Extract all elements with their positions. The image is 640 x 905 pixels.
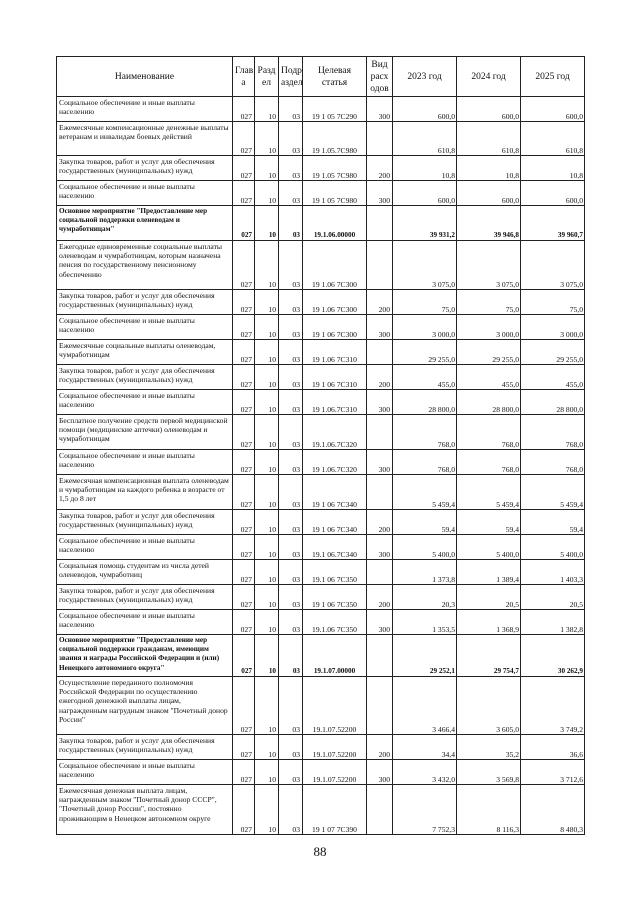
row-target-article: 19.1.07.52200 xyxy=(303,677,367,735)
row-glava: 027 xyxy=(233,535,255,560)
row-glava: 027 xyxy=(233,610,255,635)
header-name: Наименование xyxy=(57,57,233,97)
row-value-2025: 3 749,2 xyxy=(521,677,585,735)
row-value-2023: 5 459,4 xyxy=(393,475,457,510)
row-podrazdel: 03 xyxy=(279,181,303,206)
row-target-article: 19 1.06 7С310 xyxy=(303,340,367,365)
row-target-article: 19 1 05 7С290 xyxy=(303,97,367,122)
row-value-2024: 610,8 xyxy=(457,122,521,156)
row-value-2024: 20,5 xyxy=(457,585,521,610)
header-podrazdel: Подр аздел xyxy=(279,57,303,97)
row-target-article: 19 1 05 7С980 xyxy=(303,181,367,206)
row-name: Социальное обеспечение и иные выплаты населению xyxy=(57,535,233,560)
row-value-2024: 28 800,0 xyxy=(457,390,521,415)
row-value-2025: 1 403,3 xyxy=(521,560,585,585)
table-row xyxy=(57,677,585,735)
header-target-article: Целевая статья xyxy=(303,57,367,97)
row-expense-type xyxy=(367,560,393,585)
table-row xyxy=(57,315,585,340)
row-name: Ежегодные единовременные социальные выплаты оленеводам и чумработницам, которым назначена пенсия по государственному пенсионному обеспечению xyxy=(57,241,233,290)
table-row xyxy=(57,735,585,760)
table-row xyxy=(57,510,585,535)
row-glava: 027 xyxy=(233,290,255,315)
row-podrazdel: 03 xyxy=(279,635,303,677)
row-value-2025: 768,0 xyxy=(521,450,585,475)
page-number: 88 xyxy=(313,844,327,859)
table-row xyxy=(57,610,585,635)
row-expense-type: 200 xyxy=(367,735,393,760)
row-podrazdel: 03 xyxy=(279,340,303,365)
row-razdel: 10 xyxy=(255,415,279,450)
row-glava: 027 xyxy=(233,390,255,415)
row-razdel: 10 xyxy=(255,206,279,241)
row-value-2024: 35,2 xyxy=(457,735,521,760)
row-expense-type: 200 xyxy=(367,365,393,390)
row-razdel: 10 xyxy=(255,315,279,340)
row-value-2023: 39 931,2 xyxy=(393,206,457,241)
row-value-2025: 39 960,7 xyxy=(521,206,585,241)
row-glava: 027 xyxy=(233,560,255,585)
row-glava: 027 xyxy=(233,635,255,677)
table-row xyxy=(57,122,585,156)
row-value-2024: 29 754,7 xyxy=(457,635,521,677)
row-name: Социальное обеспечение и иные выплаты населению xyxy=(57,390,233,415)
row-expense-type: 300 xyxy=(367,97,393,122)
row-glava: 027 xyxy=(233,97,255,122)
row-expense-type: 200 xyxy=(367,585,393,610)
row-glava: 027 xyxy=(233,510,255,535)
row-razdel: 10 xyxy=(255,390,279,415)
row-value-2025: 29 255,0 xyxy=(521,340,585,365)
row-value-2023: 29 252,1 xyxy=(393,635,457,677)
table-row xyxy=(57,97,585,122)
row-glava: 027 xyxy=(233,785,255,835)
row-value-2023: 1 353,5 xyxy=(393,610,457,635)
row-value-2024: 39 946,8 xyxy=(457,206,521,241)
table-row xyxy=(57,785,585,835)
row-target-article: 19 1 06 7С340 xyxy=(303,510,367,535)
row-expense-type: 200 xyxy=(367,156,393,181)
row-expense-type xyxy=(367,340,393,365)
row-podrazdel: 03 xyxy=(279,390,303,415)
row-razdel: 10 xyxy=(255,535,279,560)
table-row xyxy=(57,635,585,677)
row-value-2025: 8 480,3 xyxy=(521,785,585,835)
row-value-2023: 3 432,0 xyxy=(393,760,457,785)
row-name: Закупка товаров, работ и услуг для обеспечения государственных (муниципальных) нужд xyxy=(57,585,233,610)
row-value-2025: 768,0 xyxy=(521,415,585,450)
row-expense-type: 300 xyxy=(367,450,393,475)
row-target-article: 19.1.07.52200 xyxy=(303,735,367,760)
row-value-2025: 30 262,9 xyxy=(521,635,585,677)
row-value-2025: 5 459,4 xyxy=(521,475,585,510)
row-glava: 027 xyxy=(233,122,255,156)
row-expense-type xyxy=(367,415,393,450)
row-value-2025: 455,0 xyxy=(521,365,585,390)
row-target-article: 19 1.06.7С320 xyxy=(303,450,367,475)
row-expense-type xyxy=(367,785,393,835)
row-podrazdel: 03 xyxy=(279,475,303,510)
row-podrazdel: 03 xyxy=(279,241,303,290)
row-glava: 027 xyxy=(233,415,255,450)
budget-table xyxy=(56,56,585,835)
row-name: Закупка товаров, работ и услуг для обеспечения государственных (муниципальных) нужд xyxy=(57,290,233,315)
row-name: Социальное обеспечение и иные выплаты населению xyxy=(57,315,233,340)
row-name: Ежемесячные компенсационные денежные выплаты ветеранам и инвалидам боевых действий xyxy=(57,122,233,156)
table-row xyxy=(57,340,585,365)
row-value-2023: 34,4 xyxy=(393,735,457,760)
row-target-article: 19.1.07.52200 xyxy=(303,760,367,785)
row-value-2025: 3 075,0 xyxy=(521,241,585,290)
row-value-2024: 3 075,0 xyxy=(457,241,521,290)
row-podrazdel: 03 xyxy=(279,677,303,735)
row-value-2024: 5 459,4 xyxy=(457,475,521,510)
row-value-2025: 75,0 xyxy=(521,290,585,315)
row-glava: 027 xyxy=(233,475,255,510)
row-glava: 027 xyxy=(233,206,255,241)
row-value-2023: 1 373,8 xyxy=(393,560,457,585)
row-glava: 027 xyxy=(233,677,255,735)
row-value-2023: 768,0 xyxy=(393,450,457,475)
row-target-article: 19 1.06 7С300 xyxy=(303,290,367,315)
row-value-2024: 59,4 xyxy=(457,510,521,535)
row-value-2025: 1 382,8 xyxy=(521,610,585,635)
row-razdel: 10 xyxy=(255,585,279,610)
row-podrazdel: 03 xyxy=(279,560,303,585)
row-value-2025: 20,5 xyxy=(521,585,585,610)
row-value-2024: 10,8 xyxy=(457,156,521,181)
row-expense-type: 300 xyxy=(367,610,393,635)
table-row xyxy=(57,560,585,585)
row-name: Ежемесячная компенсационная выплата оленеводам и чумработницам на каждого ребенка в возрасте от 1,5 до 8 лет xyxy=(57,475,233,510)
row-expense-type: 300 xyxy=(367,315,393,340)
table-row xyxy=(57,475,585,510)
row-razdel: 10 xyxy=(255,156,279,181)
row-value-2024: 768,0 xyxy=(457,415,521,450)
row-name: Закупка товаров, работ и услуг для обеспечения государственных (муниципальных) нужд xyxy=(57,365,233,390)
row-podrazdel: 03 xyxy=(279,206,303,241)
row-name: Основное мероприятие "Предоставление мер социальной поддержки гражданам, имеющим звания и награды Российской Федерации и (или) Ненецкого автономного округа" xyxy=(57,635,233,677)
row-value-2024: 3 605,0 xyxy=(457,677,521,735)
row-value-2024: 1 368,9 xyxy=(457,610,521,635)
row-razdel: 10 xyxy=(255,510,279,535)
row-target-article: 19 1.05.7С980 xyxy=(303,122,367,156)
table-row xyxy=(57,206,585,241)
row-expense-type: 300 xyxy=(367,760,393,785)
row-razdel: 10 xyxy=(255,635,279,677)
row-name: Закупка товаров, работ и услуг для обеспечения государственных (муниципальных) нужд xyxy=(57,156,233,181)
row-expense-type xyxy=(367,677,393,735)
row-razdel: 10 xyxy=(255,241,279,290)
row-value-2025: 610,8 xyxy=(521,122,585,156)
row-value-2025: 5 400,0 xyxy=(521,535,585,560)
table-row xyxy=(57,365,585,390)
row-value-2024: 455,0 xyxy=(457,365,521,390)
table-row xyxy=(57,535,585,560)
row-podrazdel: 03 xyxy=(279,122,303,156)
row-value-2023: 610,8 xyxy=(393,122,457,156)
row-name: Основное мероприятие "Предоставление мер социальной поддержки оленеводам и чумработницам" xyxy=(57,206,233,241)
table-row xyxy=(57,390,585,415)
row-glava: 027 xyxy=(233,365,255,390)
row-value-2025: 36,6 xyxy=(521,735,585,760)
row-razdel: 10 xyxy=(255,450,279,475)
row-podrazdel: 03 xyxy=(279,585,303,610)
row-value-2023: 768,0 xyxy=(393,415,457,450)
row-name: Бесплатное получение средств первой медицинской помощи (медицинские аптечки) оленеводам и чумработницам xyxy=(57,415,233,450)
row-target-article: 19.1 06.7С340 xyxy=(303,535,367,560)
row-name: Социальное обеспечение и иные выплаты населению xyxy=(57,181,233,206)
row-glava: 027 xyxy=(233,450,255,475)
row-target-article: 19.1 06 7С350 xyxy=(303,560,367,585)
row-expense-type: 200 xyxy=(367,290,393,315)
row-name: Закупка товаров, работ и услуг для обеспечения государственных (муниципальных) нужд xyxy=(57,510,233,535)
row-target-article: 19 1.06.7С310 xyxy=(303,390,367,415)
row-value-2024: 600,0 xyxy=(457,181,521,206)
row-expense-type: 200 xyxy=(367,510,393,535)
row-target-article: 19 1.06 7С300 xyxy=(303,241,367,290)
row-value-2024: 600,0 xyxy=(457,97,521,122)
row-razdel: 10 xyxy=(255,785,279,835)
row-podrazdel: 03 xyxy=(279,315,303,340)
row-razdel: 10 xyxy=(255,290,279,315)
row-razdel: 10 xyxy=(255,760,279,785)
row-razdel: 10 xyxy=(255,677,279,735)
row-name: Социальное обеспечение и иные выплаты населению xyxy=(57,760,233,785)
row-glava: 027 xyxy=(233,241,255,290)
row-expense-type xyxy=(367,122,393,156)
row-glava: 027 xyxy=(233,315,255,340)
row-target-article: 19.1.07.00000 xyxy=(303,635,367,677)
header-glava: Глав а xyxy=(233,57,255,97)
row-podrazdel: 03 xyxy=(279,365,303,390)
row-glava: 027 xyxy=(233,760,255,785)
row-target-article: 19 1 06 7С300 xyxy=(303,315,367,340)
row-podrazdel: 03 xyxy=(279,290,303,315)
row-value-2025: 59,4 xyxy=(521,510,585,535)
row-expense-type: 300 xyxy=(367,535,393,560)
row-podrazdel: 03 xyxy=(279,535,303,560)
row-value-2023: 7 752,3 xyxy=(393,785,457,835)
row-razdel: 10 xyxy=(255,610,279,635)
row-value-2024: 3 000,0 xyxy=(457,315,521,340)
row-razdel: 10 xyxy=(255,340,279,365)
table-body xyxy=(57,97,585,835)
row-value-2023: 455,0 xyxy=(393,365,457,390)
row-target-article: 19 1.05 7С980 xyxy=(303,156,367,181)
row-podrazdel: 03 xyxy=(279,156,303,181)
row-value-2025: 3 712,6 xyxy=(521,760,585,785)
row-glava: 027 xyxy=(233,735,255,760)
row-glava: 027 xyxy=(233,340,255,365)
row-name: Осуществление переданного полномочия Российской Федерации по осуществлению ежегодной денежной выплаты лицам, награжденным нагрудным знаком "Почетный донор России" xyxy=(57,677,233,735)
row-expense-type xyxy=(367,241,393,290)
row-podrazdel: 03 xyxy=(279,735,303,760)
row-name: Социальная помощь студентам из числа детей оленеводов, чумработниц xyxy=(57,560,233,585)
row-value-2023: 3 075,0 xyxy=(393,241,457,290)
row-razdel: 10 xyxy=(255,181,279,206)
table-row xyxy=(57,585,585,610)
table-row xyxy=(57,241,585,290)
row-value-2023: 10,8 xyxy=(393,156,457,181)
row-name: Социальное обеспечение и иные выплаты населению xyxy=(57,450,233,475)
row-value-2023: 75,0 xyxy=(393,290,457,315)
table-row xyxy=(57,450,585,475)
header-expense-type: Вид расх одов xyxy=(367,57,393,97)
table-row xyxy=(57,156,585,181)
row-podrazdel: 03 xyxy=(279,760,303,785)
row-value-2025: 600,0 xyxy=(521,97,585,122)
row-podrazdel: 03 xyxy=(279,785,303,835)
row-value-2024: 29 255,0 xyxy=(457,340,521,365)
row-value-2024: 75,0 xyxy=(457,290,521,315)
row-expense-type xyxy=(367,475,393,510)
row-name: Ежемесячная денежная выплата лицам, награжденным знаком "Почетный донор СССР", "Почетный донор России", постоянно проживающим в Ненецком автономном округе xyxy=(57,785,233,835)
row-name: Социальное обеспечение и иные выплаты населению xyxy=(57,97,233,122)
row-podrazdel: 03 xyxy=(279,97,303,122)
header-year-2024: 2024 год xyxy=(457,57,521,97)
table-header-row xyxy=(57,57,585,97)
row-name: Закупка товаров, работ и услуг для обеспечения государственных (муниципальных) нужд xyxy=(57,735,233,760)
row-expense-type: 300 xyxy=(367,181,393,206)
row-podrazdel: 03 xyxy=(279,450,303,475)
row-target-article: 19.1.06.7С320 xyxy=(303,415,367,450)
row-value-2025: 600,0 xyxy=(521,181,585,206)
row-value-2023: 28 800,0 xyxy=(393,390,457,415)
row-glava: 027 xyxy=(233,585,255,610)
row-name: Социальное обеспечение и иные выплаты населению xyxy=(57,610,233,635)
table-row xyxy=(57,290,585,315)
row-value-2024: 3 569,8 xyxy=(457,760,521,785)
row-podrazdel: 03 xyxy=(279,510,303,535)
row-value-2023: 29 255,0 xyxy=(393,340,457,365)
row-value-2024: 1 389,4 xyxy=(457,560,521,585)
row-glava: 027 xyxy=(233,181,255,206)
row-razdel: 10 xyxy=(255,735,279,760)
row-razdel: 10 xyxy=(255,365,279,390)
budget-table-page xyxy=(56,56,584,835)
row-value-2023: 20,3 xyxy=(393,585,457,610)
row-razdel: 10 xyxy=(255,122,279,156)
row-value-2024: 8 116,3 xyxy=(457,785,521,835)
row-razdel: 10 xyxy=(255,97,279,122)
row-name: Ежемесячные социальные выплаты оленеводам, чумработницам xyxy=(57,340,233,365)
row-value-2025: 3 000,0 xyxy=(521,315,585,340)
row-value-2023: 600,0 xyxy=(393,97,457,122)
row-podrazdel: 03 xyxy=(279,610,303,635)
row-expense-type: 300 xyxy=(367,390,393,415)
row-expense-type xyxy=(367,635,393,677)
row-target-article: 19 1 06 7С350 xyxy=(303,585,367,610)
header-year-2025: 2025 год xyxy=(521,57,585,97)
row-value-2025: 10,8 xyxy=(521,156,585,181)
row-expense-type xyxy=(367,206,393,241)
row-target-article: 19.1.06 7С350 xyxy=(303,610,367,635)
row-target-article: 19 1 07 7С390 xyxy=(303,785,367,835)
row-target-article: 19 1 06 7С310 xyxy=(303,365,367,390)
row-value-2024: 768,0 xyxy=(457,450,521,475)
row-razdel: 10 xyxy=(255,560,279,585)
table-row xyxy=(57,181,585,206)
table-row xyxy=(57,760,585,785)
row-value-2024: 5 400,0 xyxy=(457,535,521,560)
row-target-article: 19 1 06 7С340 xyxy=(303,475,367,510)
row-value-2023: 600,0 xyxy=(393,181,457,206)
row-value-2023: 3 000,0 xyxy=(393,315,457,340)
row-target-article: 19.1.06.00000 xyxy=(303,206,367,241)
row-glava: 027 xyxy=(233,156,255,181)
row-value-2023: 5 400,0 xyxy=(393,535,457,560)
row-razdel: 10 xyxy=(255,475,279,510)
row-value-2023: 3 466,4 xyxy=(393,677,457,735)
row-podrazdel: 03 xyxy=(279,415,303,450)
table-row xyxy=(57,415,585,450)
row-value-2023: 59,4 xyxy=(393,510,457,535)
header-razdel: Разд ел xyxy=(255,57,279,97)
header-year-2023: 2023 год xyxy=(393,57,457,97)
row-value-2025: 28 800,0 xyxy=(521,390,585,415)
